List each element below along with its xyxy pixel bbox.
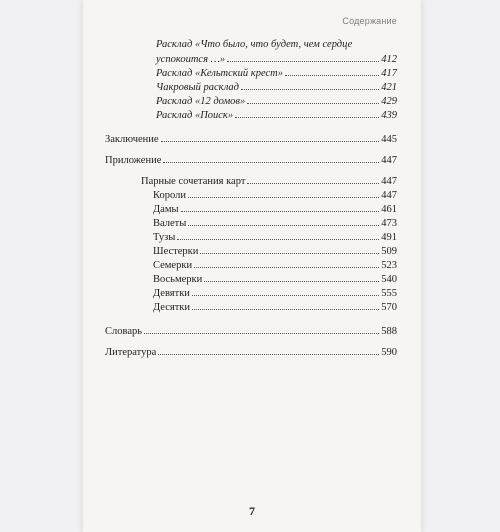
running-head: Содержание — [342, 16, 397, 26]
toc-entry-rank[interactable]: Валеты 473 — [153, 218, 397, 229]
table-of-contents — [105, 38, 397, 359]
toc-entry-rank[interactable]: Девятки 555 — [153, 288, 397, 299]
toc-entry-rank[interactable]: Тузы 491 — [153, 232, 397, 243]
toc-entry-spread-2[interactable]: Расклад «Кельтский крест» 417 — [156, 68, 397, 79]
toc-entry-spread-4[interactable]: Расклад «12 домов» 429 — [156, 96, 397, 107]
toc-entry-spread-3[interactable]: Чакровый расклад 421 — [156, 82, 397, 93]
toc-entry-literature[interactable]: Литература 590 — [105, 347, 397, 358]
toc-entry-spread-1[interactable]: успокоится …» 412 — [156, 54, 397, 65]
toc-entry-rank[interactable]: Десятки 570 — [153, 302, 397, 313]
toc-entry-pairs[interactable]: Парные сочетания карт 447 — [141, 176, 397, 187]
toc-entry-glossary[interactable]: Словарь 588 — [105, 326, 397, 337]
toc-entry-rank[interactable]: Семерки 523 — [153, 260, 397, 271]
toc-entry-rank[interactable]: Шестерки 509 — [153, 246, 397, 257]
toc-entry-rank[interactable]: Дамы 461 — [153, 204, 397, 215]
toc-entry-rank[interactable]: Короли 447 — [153, 190, 397, 201]
toc-entry-spread-1-line1: Расклад «Что было, что будет, чем сердце — [156, 39, 353, 50]
book-page — [83, 0, 421, 532]
toc-entry-conclusion[interactable]: Заключение 445 — [105, 134, 397, 145]
toc-entry-rank[interactable]: Восьмерки 540 — [153, 274, 397, 285]
toc-entry-spread-5[interactable]: Расклад «Поиск» 439 — [156, 110, 397, 121]
page-number: 7 — [249, 504, 255, 518]
toc-entry-appendix[interactable]: Приложение 447 — [105, 155, 397, 166]
